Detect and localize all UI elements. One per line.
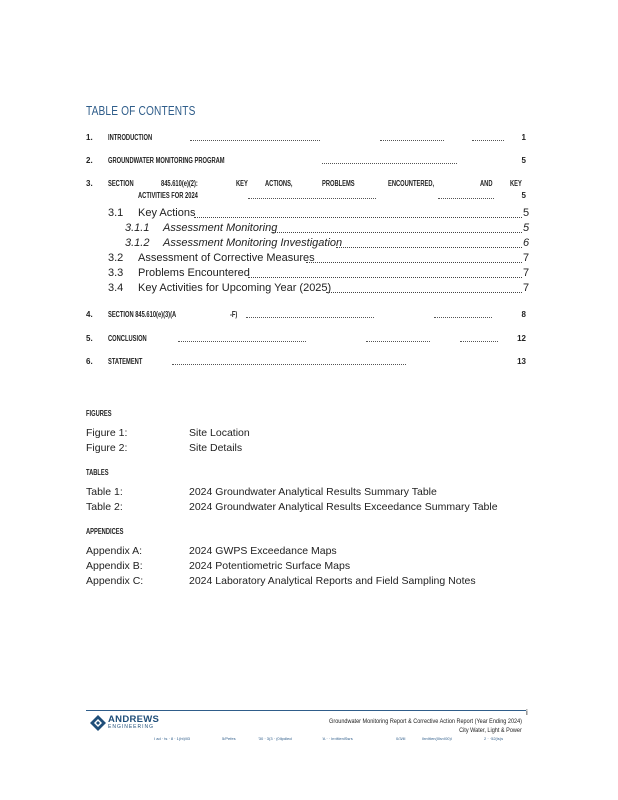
table-title: 2024 Groundwater Analytical Results Exceedance Summary Table	[189, 501, 498, 513]
page-number: i	[526, 708, 528, 717]
appendices-heading: APPENDICES	[86, 527, 124, 536]
leader-dots	[472, 140, 504, 141]
section-title: GROUNDWATER MONITORING PROGRAM	[108, 156, 225, 165]
subsection-number: 3.1.1	[125, 222, 150, 234]
appendix-label: Appendix A:	[86, 545, 143, 557]
leader-dots	[248, 277, 522, 278]
section-title-part: KEY	[510, 179, 522, 188]
section-number: 1.	[86, 133, 93, 142]
section-title: STATEMENT	[108, 357, 143, 366]
leader-dots	[434, 317, 492, 318]
footer-fine-print: 5/Pefes	[222, 736, 236, 741]
leader-dots	[460, 341, 498, 342]
subsection-page: 5	[523, 207, 530, 219]
table-label: Table 1:	[86, 486, 123, 498]
section-page: 1	[521, 133, 526, 142]
leader-dots	[248, 198, 376, 199]
section-title-part: ENCOUNTERED,	[388, 179, 435, 188]
footer-fine-print: '30 · 3(3 · (0Ilpdlecl	[258, 736, 293, 741]
section-title-part: PROBLEMS	[322, 179, 355, 188]
leader-dots	[190, 140, 320, 141]
leader-dots	[272, 232, 522, 233]
figure-label: Figure 1:	[86, 427, 128, 439]
leader-dots	[246, 317, 374, 318]
leader-dots	[172, 364, 406, 365]
footer-report-title	[295, 718, 522, 725]
subsection-title: Assessment of Corrective Measures	[138, 252, 315, 264]
leader-dots	[380, 140, 444, 141]
subsection-title: Key Activities for Upcoming Year (2025)	[138, 282, 332, 294]
section-page: 12	[517, 334, 526, 343]
section-page: 5	[521, 156, 526, 165]
section-number: 2.	[86, 156, 93, 165]
section-number: 4.	[86, 310, 93, 319]
leader-dots	[178, 341, 306, 342]
tables-heading: TABLES	[86, 468, 109, 477]
footer-rule	[86, 710, 526, 711]
section-title-part: ACTIONS,	[265, 179, 293, 188]
subsection-number: 3.2	[108, 252, 124, 264]
figure-title: Site Location	[189, 427, 250, 439]
leader-dots	[322, 163, 457, 164]
appendix-label: Appendix C:	[86, 575, 144, 587]
leader-dots	[194, 217, 522, 218]
table-title: 2024 Groundwater Analytical Results Summary Table	[189, 486, 437, 498]
section-page: 5	[521, 191, 526, 200]
footer-fine-print: 'A · · ln≈ltlenlSsrs	[322, 736, 353, 741]
leader-dots	[306, 262, 522, 263]
subsection-number: 3.1	[108, 207, 124, 219]
subsection-title: Assessment Monitoring	[163, 222, 278, 234]
section-title-part: 845.610(e)(2):	[161, 179, 198, 188]
logo-diamond-icon	[90, 715, 106, 731]
section-title-suffix: -F)	[230, 310, 238, 319]
footer-fine-print: I ad · ts · 8 · 1(ht)/ll3	[154, 736, 191, 741]
figure-title: Site Details	[189, 442, 243, 454]
section-title-line2: ACTIVITIES FOR 2024	[138, 191, 198, 200]
leader-dots	[366, 341, 430, 342]
section-page: 13	[517, 357, 526, 366]
section-title-part: AND	[480, 179, 493, 188]
subsection-title: Assessment Monitoring Investigation	[163, 237, 343, 249]
subsection-number: 3.4	[108, 282, 124, 294]
section-number: 6.	[86, 357, 93, 366]
appendix-label: Appendix B:	[86, 560, 143, 572]
section-number: 5.	[86, 334, 93, 343]
report-title: Groundwater Monitoring Report & Corrective Action Report (Year Ending 2024)	[329, 718, 522, 725]
subsection-page: 6	[523, 237, 530, 249]
footer-fine-print: 2 · ·52(ls)s	[484, 736, 504, 741]
subsection-page: 5	[523, 222, 530, 234]
subsection-page: 7	[523, 282, 530, 294]
table-label: Table 2:	[86, 501, 123, 513]
leader-dots	[438, 198, 494, 199]
section-title-part: KEY	[236, 179, 248, 188]
toc-title: TABLE OF CONTENTS	[86, 103, 196, 118]
subsection-number: 3.3	[108, 267, 124, 279]
appendix-title: 2024 Potentiometric Surface Maps	[189, 560, 351, 572]
appendix-title: 2024 Laboratory Analytical Reports and Field Sampling Notes	[189, 575, 476, 587]
section-number: 3.	[86, 179, 93, 188]
subsection-page: 7	[523, 267, 530, 279]
subsection-page: 7	[523, 252, 530, 264]
subsection-title: Key Actions	[138, 207, 196, 219]
logo-subname: ENGINEERING	[108, 724, 155, 730]
section-page: 8	[521, 310, 526, 319]
footer-fine-print: 0/3/lll	[396, 736, 406, 741]
subsection-number: 3.1.2	[125, 237, 150, 249]
leader-dots	[326, 292, 522, 293]
subsection-title: Problems Encountered	[138, 267, 250, 279]
leader-dots	[336, 247, 522, 248]
section-title: CONCLUSION	[108, 334, 147, 343]
figure-label: Figure 2:	[86, 442, 128, 454]
footer-fine-print: lln≈ltlen(0ls≈l00)l	[422, 736, 452, 741]
section-title: INTRODUCTION	[108, 133, 153, 142]
figures-heading: FIGURES	[86, 409, 112, 418]
section-title: SECTION 845.610(e)(3)(A	[108, 310, 177, 319]
section-title-part: SECTION	[108, 179, 134, 188]
appendix-title: 2024 GWPS Exceedance Maps	[189, 545, 337, 557]
footer-client	[448, 727, 522, 734]
logo-name: ANDREWS	[108, 714, 160, 725]
client-name: City Water, Light & Power	[459, 727, 522, 734]
